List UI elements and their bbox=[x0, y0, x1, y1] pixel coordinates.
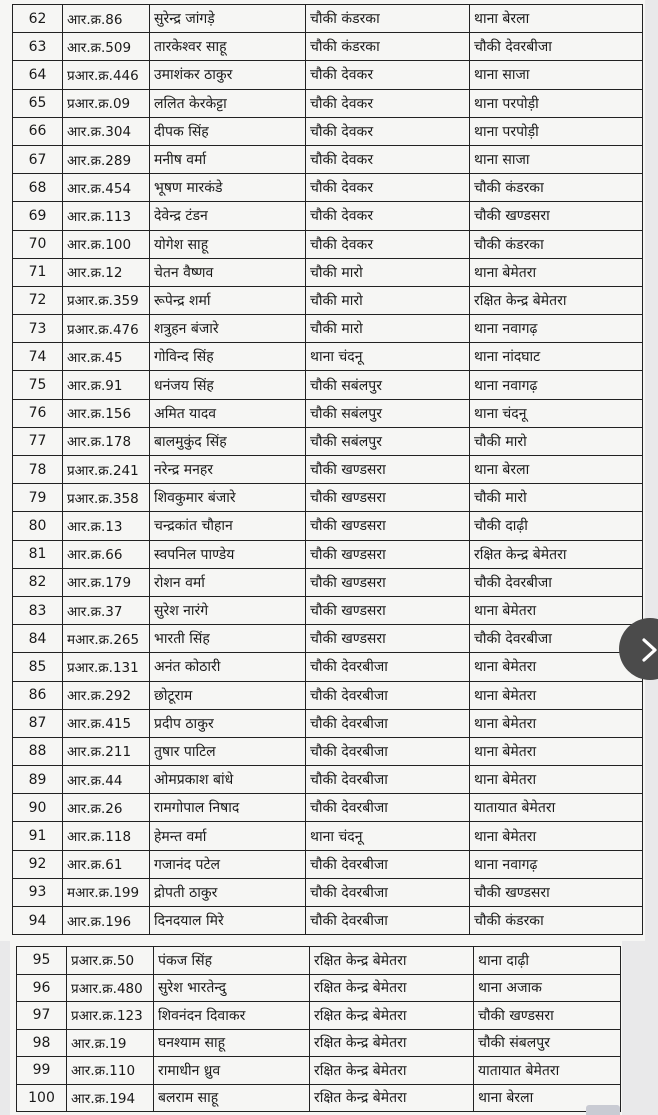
cell-serial-number: 96 bbox=[17, 974, 67, 1002]
cell-serial-number: 79 bbox=[13, 484, 63, 512]
cell-post-number: आर.क्र.110 bbox=[67, 1057, 154, 1085]
table-row bbox=[17, 947, 621, 975]
cell-post-number: आर.क्र.194 bbox=[67, 1084, 154, 1112]
cell-post-number: आर.क्र.178 bbox=[63, 427, 150, 455]
cell-serial-number: 69 bbox=[13, 202, 63, 230]
table-row bbox=[13, 117, 643, 145]
cell-post-number: आर.क्र.13 bbox=[63, 512, 150, 540]
table-row bbox=[13, 145, 643, 173]
cell-current-posting: चौकी देवकर bbox=[306, 230, 470, 258]
cell-new-posting: चौकी कंडरका bbox=[470, 174, 643, 202]
cell-post-number: आर.क्र.12 bbox=[63, 258, 150, 286]
cell-serial-number: 84 bbox=[13, 625, 63, 653]
table-row bbox=[17, 1057, 621, 1085]
cell-name: प्रदीप ठाकुर bbox=[150, 709, 306, 737]
cell-current-posting: रक्षित केन्द्र बेमेतरा bbox=[310, 1057, 474, 1085]
cell-serial-number: 75 bbox=[13, 371, 63, 399]
table-row bbox=[17, 974, 621, 1002]
cell-serial-number: 77 bbox=[13, 427, 63, 455]
cell-name: घनश्याम साहू bbox=[154, 1029, 310, 1057]
cell-post-number: आर.क्र.211 bbox=[63, 737, 150, 765]
cell-name: भारती सिंह bbox=[150, 625, 306, 653]
cell-post-number: मआर.क्र.199 bbox=[63, 878, 150, 906]
cell-current-posting: चौकी मारो bbox=[306, 315, 470, 343]
page-edge-marker bbox=[586, 1105, 620, 1115]
table-row bbox=[13, 850, 643, 878]
table-row bbox=[13, 822, 643, 850]
cell-post-number: आर.क्र.37 bbox=[63, 596, 150, 624]
table-row bbox=[13, 315, 643, 343]
cell-name: ललित केरकेट्टा bbox=[150, 89, 306, 117]
cell-current-posting: चौकी खण्डसरा bbox=[306, 456, 470, 484]
cell-new-posting: चौकी देवरबीजा bbox=[470, 625, 643, 653]
cell-post-number: आर.क्र.44 bbox=[63, 766, 150, 794]
cell-name: स्वपनिल पाण्डेय bbox=[150, 540, 306, 568]
cell-current-posting: चौकी देवकर bbox=[306, 117, 470, 145]
cell-post-number: आर.क्र.45 bbox=[63, 343, 150, 371]
cell-name: रोशन वर्मा bbox=[150, 568, 306, 596]
cell-post-number: आर.क्र.100 bbox=[63, 230, 150, 258]
cell-current-posting: चौकी देवरबीजा bbox=[306, 737, 470, 765]
cell-current-posting: चौकी खण्डसरा bbox=[306, 568, 470, 596]
cell-serial-number: 90 bbox=[13, 794, 63, 822]
cell-name: सुरेश नारंगे bbox=[150, 596, 306, 624]
cell-current-posting: रक्षित केन्द्र बेमेतरा bbox=[310, 1084, 474, 1112]
cell-serial-number: 91 bbox=[13, 822, 63, 850]
table-row bbox=[13, 484, 643, 512]
table-row bbox=[13, 709, 643, 737]
cell-new-posting: थाना दाढ़ी bbox=[474, 947, 621, 975]
cell-current-posting: चौकी सबंलपुर bbox=[306, 371, 470, 399]
cell-serial-number: 86 bbox=[13, 681, 63, 709]
cell-post-number: प्रआर.क्र.09 bbox=[63, 89, 150, 117]
table-row bbox=[13, 89, 643, 117]
cell-serial-number: 65 bbox=[13, 89, 63, 117]
cell-post-number: आर.क्र.454 bbox=[63, 174, 150, 202]
cell-post-number: आर.क्र.86 bbox=[63, 5, 150, 33]
cell-post-number: प्रआर.क्र.241 bbox=[63, 456, 150, 484]
cell-new-posting: थाना बेमेतरा bbox=[470, 596, 643, 624]
table-row bbox=[17, 1002, 621, 1030]
cell-name: योगेश साहू bbox=[150, 230, 306, 258]
cell-current-posting: चौकी कंडरका bbox=[306, 33, 470, 61]
cell-new-posting: चौकी खण्डसरा bbox=[470, 878, 643, 906]
cell-name: हेमन्त वर्मा bbox=[150, 822, 306, 850]
table-row bbox=[13, 61, 643, 89]
cell-current-posting: चौकी देवकर bbox=[306, 202, 470, 230]
cell-name: ओमप्रकाश बांधे bbox=[150, 766, 306, 794]
cell-new-posting: चौकी कंडरका bbox=[470, 230, 643, 258]
cell-serial-number: 83 bbox=[13, 596, 63, 624]
table-row bbox=[13, 540, 643, 568]
transfer-table-part-1 bbox=[12, 4, 643, 935]
cell-new-posting: चौकी देवरबीजा bbox=[470, 568, 643, 596]
cell-new-posting: थाना बेरला bbox=[470, 456, 643, 484]
cell-new-posting: थाना साजा bbox=[470, 61, 643, 89]
cell-current-posting: चौकी देवरबीजा bbox=[306, 794, 470, 822]
cell-post-number: आर.क्र.26 bbox=[63, 794, 150, 822]
table-row bbox=[13, 286, 643, 314]
cell-current-posting: थाना चंदनू bbox=[306, 822, 470, 850]
table-row bbox=[13, 258, 643, 286]
cell-name: तुषार पाटिल bbox=[150, 737, 306, 765]
cell-post-number: प्रआर.क्र.476 bbox=[63, 315, 150, 343]
cell-new-posting: रक्षित केन्द्र बेमेतरा bbox=[470, 286, 643, 314]
cell-new-posting: यातायात बेमेतरा bbox=[474, 1057, 621, 1085]
cell-serial-number: 64 bbox=[13, 61, 63, 89]
table-row bbox=[13, 766, 643, 794]
cell-name: दिनदयाल मिरे bbox=[150, 907, 306, 935]
cell-new-posting: चौकी मारो bbox=[470, 427, 643, 455]
cell-current-posting: रक्षित केन्द्र बेमेतरा bbox=[310, 1002, 474, 1030]
cell-serial-number: 97 bbox=[17, 1002, 67, 1030]
cell-new-posting: चौकी दाढ़ी bbox=[470, 512, 643, 540]
cell-current-posting: चौकी सबंलपुर bbox=[306, 427, 470, 455]
table-row bbox=[13, 596, 643, 624]
cell-new-posting: थाना बेमेतरा bbox=[470, 709, 643, 737]
table-row bbox=[13, 681, 643, 709]
cell-post-number: प्रआर.क्र.358 bbox=[63, 484, 150, 512]
cell-post-number: आर.क्र.91 bbox=[63, 371, 150, 399]
cell-current-posting: रक्षित केन्द्र बेमेतरा bbox=[310, 947, 474, 975]
cell-new-posting: चौकी खण्डसरा bbox=[474, 1002, 621, 1030]
table-row bbox=[13, 371, 643, 399]
table-row bbox=[13, 427, 643, 455]
cell-new-posting: थाना बेमेतरा bbox=[470, 737, 643, 765]
cell-serial-number: 78 bbox=[13, 456, 63, 484]
cell-serial-number: 85 bbox=[13, 653, 63, 681]
cell-serial-number: 100 bbox=[17, 1084, 67, 1112]
cell-name: सुरेश भारतेन्दु bbox=[154, 974, 310, 1002]
cell-current-posting: चौकी देवरबीजा bbox=[306, 907, 470, 935]
cell-current-posting: चौकी देवकर bbox=[306, 89, 470, 117]
cell-post-number: आर.क्र.66 bbox=[63, 540, 150, 568]
cell-current-posting: चौकी देवकर bbox=[306, 61, 470, 89]
cell-post-number: प्रआर.क्र.480 bbox=[67, 974, 154, 1002]
cell-new-posting: थाना चंदनू bbox=[470, 399, 643, 427]
cell-post-number: आर.क्र.113 bbox=[63, 202, 150, 230]
cell-post-number: मआर.क्र.265 bbox=[63, 625, 150, 653]
cell-current-posting: चौकी कंडरका bbox=[306, 5, 470, 33]
cell-new-posting: चौकी कंडरका bbox=[470, 907, 643, 935]
cell-current-posting: चौकी देवकर bbox=[306, 145, 470, 173]
cell-new-posting: थाना अजाक bbox=[474, 974, 621, 1002]
cell-serial-number: 73 bbox=[13, 315, 63, 343]
cell-post-number: प्रआर.क्र.446 bbox=[63, 61, 150, 89]
cell-serial-number: 66 bbox=[13, 117, 63, 145]
cell-name: उमाशंकर ठाकुर bbox=[150, 61, 306, 89]
cell-current-posting: चौकी देवरबीजा bbox=[306, 681, 470, 709]
cell-name: तारकेश्वर साहू bbox=[150, 33, 306, 61]
cell-current-posting: रक्षित केन्द्र बेमेतरा bbox=[310, 1029, 474, 1057]
cell-post-number: प्रआर.क्र.123 bbox=[67, 1002, 154, 1030]
cell-post-number: आर.क्र.415 bbox=[63, 709, 150, 737]
cell-current-posting: चौकी मारो bbox=[306, 286, 470, 314]
cell-name: भूषण मारकंडे bbox=[150, 174, 306, 202]
cell-new-posting: चौकी संबलपुर bbox=[474, 1029, 621, 1057]
cell-new-posting: रक्षित केन्द्र बेमेतरा bbox=[470, 540, 643, 568]
cell-new-posting: थाना बेमेतरा bbox=[470, 258, 643, 286]
cell-serial-number: 95 bbox=[17, 947, 67, 975]
cell-new-posting: थाना नवागढ़ bbox=[470, 850, 643, 878]
cell-current-posting: चौकी देवरबीजा bbox=[306, 878, 470, 906]
cell-post-number: प्रआर.क्र.50 bbox=[67, 947, 154, 975]
cell-new-posting: थाना बेमेतरा bbox=[470, 681, 643, 709]
cell-new-posting: थाना बेमेतरा bbox=[470, 653, 643, 681]
cell-serial-number: 68 bbox=[13, 174, 63, 202]
table-row bbox=[13, 343, 643, 371]
cell-name: बालमुकुंद सिंह bbox=[150, 427, 306, 455]
cell-serial-number: 76 bbox=[13, 399, 63, 427]
cell-serial-number: 82 bbox=[13, 568, 63, 596]
cell-name: मनीष वर्मा bbox=[150, 145, 306, 173]
cell-name: पंकज सिंह bbox=[154, 947, 310, 975]
cell-current-posting: चौकी देवकर bbox=[306, 174, 470, 202]
cell-post-number: आर.क्र.118 bbox=[63, 822, 150, 850]
cell-post-number: आर.क्र.289 bbox=[63, 145, 150, 173]
table-row bbox=[13, 512, 643, 540]
cell-post-number: प्रआर.क्र.131 bbox=[63, 653, 150, 681]
cell-new-posting: थाना बेरला bbox=[474, 1084, 621, 1112]
table-row bbox=[13, 737, 643, 765]
cell-serial-number: 80 bbox=[13, 512, 63, 540]
cell-current-posting: चौकी देवरबीजा bbox=[306, 709, 470, 737]
cell-serial-number: 71 bbox=[13, 258, 63, 286]
cell-name: छोटूराम bbox=[150, 681, 306, 709]
table-row bbox=[13, 878, 643, 906]
cell-name: अमित यादव bbox=[150, 399, 306, 427]
cell-new-posting: थाना नवागढ़ bbox=[470, 315, 643, 343]
cell-name: गोविन्द सिंह bbox=[150, 343, 306, 371]
transfer-table-part-2 bbox=[16, 946, 621, 1112]
cell-current-posting: चौकी देवरबीजा bbox=[306, 653, 470, 681]
table-row bbox=[13, 568, 643, 596]
cell-serial-number: 62 bbox=[13, 5, 63, 33]
table-row bbox=[13, 230, 643, 258]
cell-post-number: आर.क्र.304 bbox=[63, 117, 150, 145]
cell-new-posting: थाना बेमेतरा bbox=[470, 822, 643, 850]
table-row bbox=[13, 625, 643, 653]
cell-current-posting: रक्षित केन्द्र बेमेतरा bbox=[310, 974, 474, 1002]
table-row bbox=[17, 1029, 621, 1057]
cell-new-posting: थाना नवागढ़ bbox=[470, 371, 643, 399]
table-row bbox=[13, 174, 643, 202]
table-row bbox=[13, 456, 643, 484]
cell-serial-number: 72 bbox=[13, 286, 63, 314]
cell-current-posting: चौकी खण्डसरा bbox=[306, 625, 470, 653]
cell-new-posting: थाना बेमेतरा bbox=[470, 766, 643, 794]
cell-post-number: आर.क्र.156 bbox=[63, 399, 150, 427]
table-row bbox=[13, 5, 643, 33]
cell-name: सुरेन्द्र जांगड़े bbox=[150, 5, 306, 33]
cell-serial-number: 98 bbox=[17, 1029, 67, 1057]
table-row bbox=[13, 794, 643, 822]
cell-serial-number: 99 bbox=[17, 1057, 67, 1085]
cell-current-posting: चौकी खण्डसरा bbox=[306, 512, 470, 540]
cell-post-number: आर.क्र.196 bbox=[63, 907, 150, 935]
cell-current-posting: चौकी खण्डसरा bbox=[306, 484, 470, 512]
cell-serial-number: 63 bbox=[13, 33, 63, 61]
cell-serial-number: 70 bbox=[13, 230, 63, 258]
cell-serial-number: 92 bbox=[13, 850, 63, 878]
cell-serial-number: 89 bbox=[13, 766, 63, 794]
cell-new-posting: थाना परपोड़ी bbox=[470, 89, 643, 117]
table-row bbox=[13, 202, 643, 230]
cell-name: रामाधीन ध्रुव bbox=[154, 1057, 310, 1085]
cell-serial-number: 93 bbox=[13, 878, 63, 906]
chevron-down-icon bbox=[641, 636, 658, 664]
cell-current-posting: चौकी देवरबीजा bbox=[306, 850, 470, 878]
cell-serial-number: 88 bbox=[13, 737, 63, 765]
cell-name: अनंत कोठारी bbox=[150, 653, 306, 681]
cell-post-number: आर.क्र.19 bbox=[67, 1029, 154, 1057]
cell-name: चन्द्रकांत चौहान bbox=[150, 512, 306, 540]
cell-current-posting: चौकी देवरबीजा bbox=[306, 766, 470, 794]
cell-new-posting: थाना साजा bbox=[470, 145, 643, 173]
cell-new-posting: चौकी मारो bbox=[470, 484, 643, 512]
cell-new-posting: चौकी देवरबीजा bbox=[470, 33, 643, 61]
cell-current-posting: चौकी खण्डसरा bbox=[306, 596, 470, 624]
cell-post-number: आर.क्र.61 bbox=[63, 850, 150, 878]
cell-current-posting: चौकी खण्डसरा bbox=[306, 540, 470, 568]
cell-name: शिवकुमार बंजारे bbox=[150, 484, 306, 512]
cell-new-posting: थाना नांदघाट bbox=[470, 343, 643, 371]
cell-new-posting: चौकी खण्डसरा bbox=[470, 202, 643, 230]
cell-name: चेतन वैष्णव bbox=[150, 258, 306, 286]
cell-serial-number: 81 bbox=[13, 540, 63, 568]
cell-name: बलराम साहू bbox=[154, 1084, 310, 1112]
cell-name: शिवनंदन दिवाकर bbox=[154, 1002, 310, 1030]
table-row bbox=[17, 1084, 621, 1112]
cell-name: नरेन्द्र मनहर bbox=[150, 456, 306, 484]
cell-name: रामगोपाल निषाद bbox=[150, 794, 306, 822]
cell-serial-number: 67 bbox=[13, 145, 63, 173]
cell-post-number: प्रआर.क्र.359 bbox=[63, 286, 150, 314]
cell-new-posting: यातायात बेमेतरा bbox=[470, 794, 643, 822]
cell-name: गजानंद पटेल bbox=[150, 850, 306, 878]
cell-post-number: आर.क्र.509 bbox=[63, 33, 150, 61]
cell-name: देवेन्द्र टंडन bbox=[150, 202, 306, 230]
cell-post-number: आर.क्र.179 bbox=[63, 568, 150, 596]
cell-new-posting: थाना परपोड़ी bbox=[470, 117, 643, 145]
cell-serial-number: 74 bbox=[13, 343, 63, 371]
table-row bbox=[13, 653, 643, 681]
cell-current-posting: चौकी मारो bbox=[306, 258, 470, 286]
cell-serial-number: 94 bbox=[13, 907, 63, 935]
cell-name: रूपेन्द्र शर्मा bbox=[150, 286, 306, 314]
cell-name: दीपक सिंह bbox=[150, 117, 306, 145]
cell-new-posting: थाना बेरला bbox=[470, 5, 643, 33]
cell-current-posting: थाना चंदनू bbox=[306, 343, 470, 371]
table-row bbox=[13, 907, 643, 935]
cell-name: द्रोपती ठाकुर bbox=[150, 878, 306, 906]
cell-serial-number: 87 bbox=[13, 709, 63, 737]
cell-name: शत्रुहन बंजारे bbox=[150, 315, 306, 343]
table-row bbox=[13, 399, 643, 427]
table-row bbox=[13, 33, 643, 61]
cell-name: धनंजय सिंह bbox=[150, 371, 306, 399]
cell-post-number: आर.क्र.292 bbox=[63, 681, 150, 709]
cell-current-posting: चौकी सबंलपुर bbox=[306, 399, 470, 427]
